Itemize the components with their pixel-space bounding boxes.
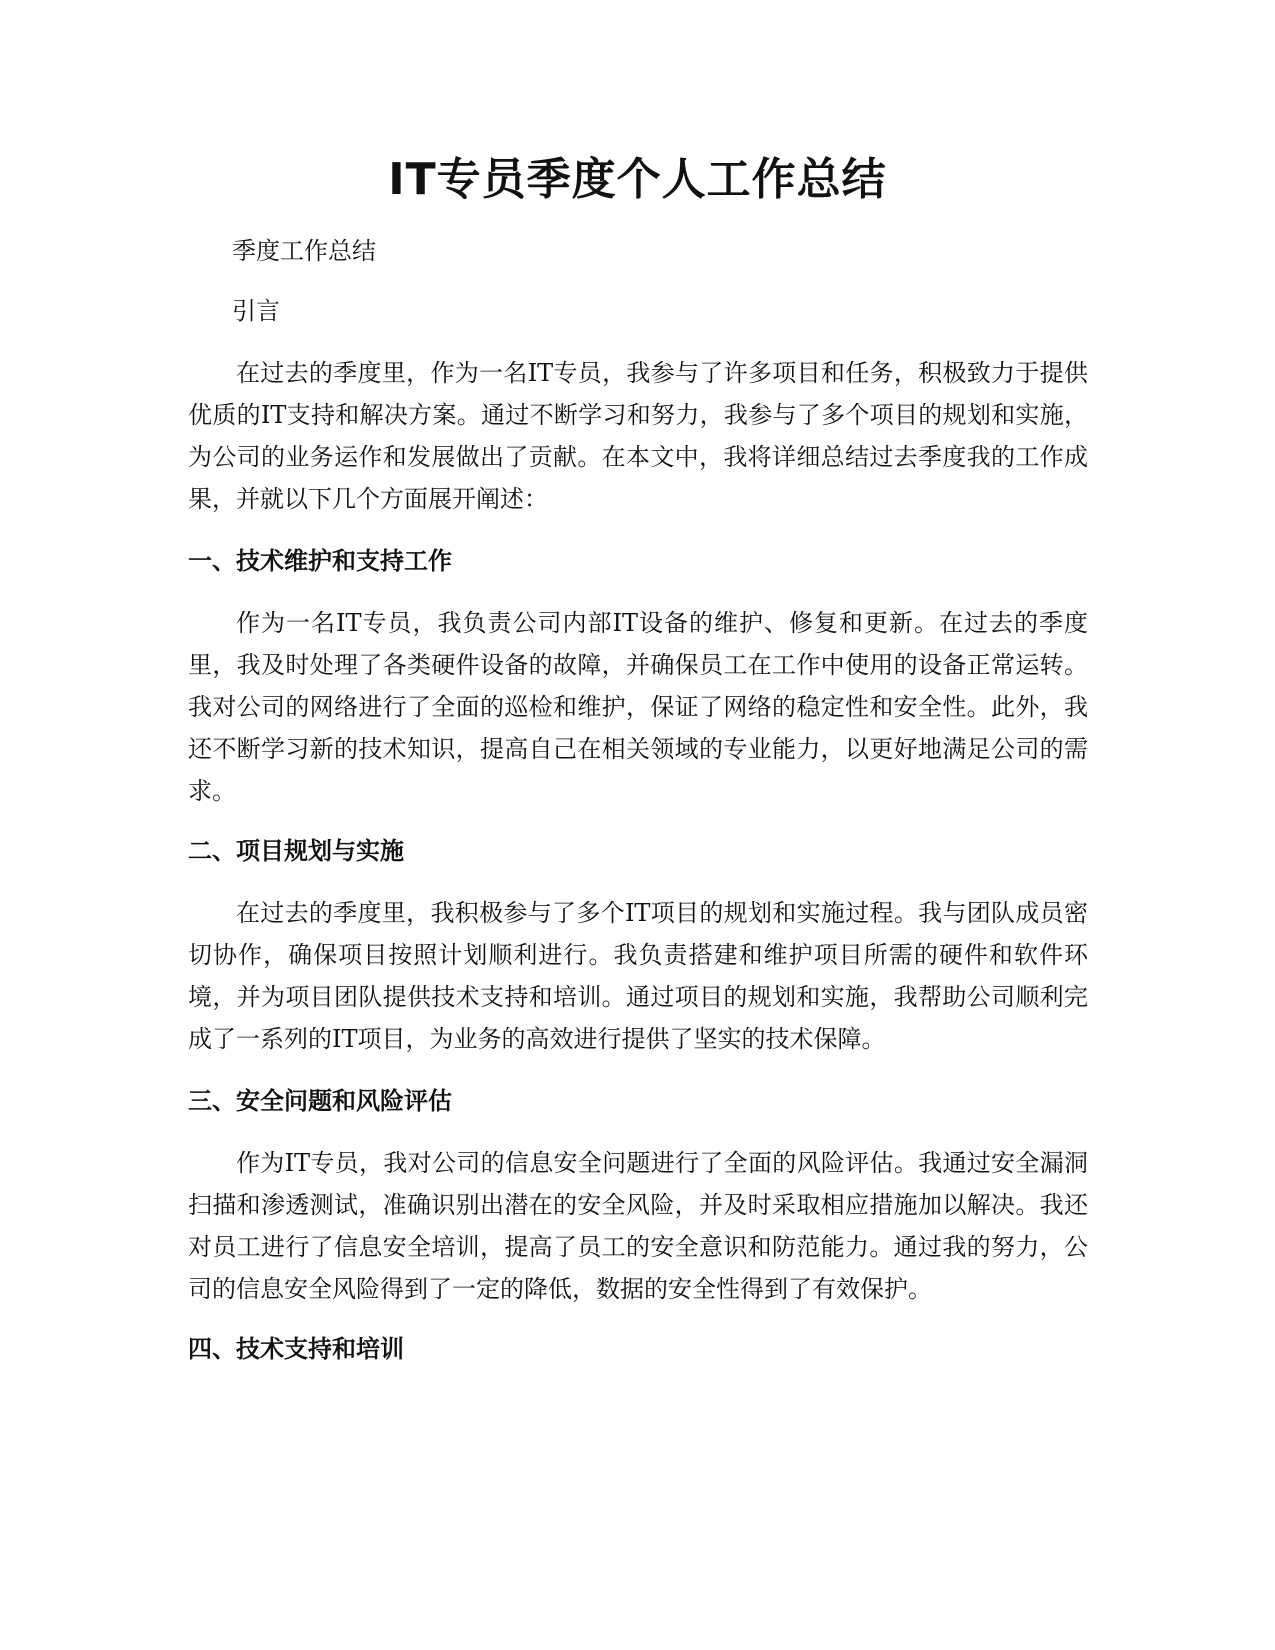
section-body: 在过去的季度里，我积极参与了多个IT项目的规划和实施过程。我与团队成员密切协作，确保项目按照计划顺利进行。我负责搭建和维护项目所需的硬件和软件环境，并为项目团队提供技术支持和培训。通过项目的规划和实施，我帮助公司顺利完成了一系列的IT项目，为业务的高效进行提供了坚实的技术保障。 — [188, 899, 1088, 1053]
document-subtitle: 季度工作总结 — [232, 237, 376, 265]
section-heading: 四、技术支持和培训 — [188, 1335, 404, 1363]
section-heading: 一、技术维护和支持工作 — [188, 547, 452, 575]
intro-paragraph: 在过去的季度里，作为一名IT专员，我参与了许多项目和任务，积极致力于提供优质的IT支持和解决方案。通过不断学习和努力，我参与了多个项目的规划和实施，为公司的业务运作和发展做出了贡献。在本文中，我将详细总结过去季度我的工作成果，并就以下几个方面展开阐述： — [188, 359, 1088, 513]
section-heading: 二、项目规划与实施 — [188, 837, 404, 865]
intro-label: 引言 — [232, 297, 280, 325]
section-body: 作为一名IT专员，我负责公司内部IT设备的维护、修复和更新。在过去的季度里，我及时处理了各类硬件设备的故障，并确保员工在工作中使用的设备正常运转。我对公司的网络进行了全面的巡检和维护，保证了网络的稳定性和安全性。此外，我还不断学习新的技术知识，提高自己在相关领域的专业能力，以更好地满足公司的需求。 — [188, 609, 1088, 805]
section-heading: 三、安全问题和风险评估 — [188, 1087, 452, 1115]
document-title: IT专员季度个人工作总结 — [388, 154, 887, 205]
section-body: 作为IT专员，我对公司的信息安全问题进行了全面的风险评估。我通过安全漏洞扫描和渗透测试，准确识别出潜在的安全风险，并及时采取相应措施加以解决。我还对员工进行了信息安全培训，提高了员工的安全意识和防范能力。通过我的努力，公司的信息安全风险得到了一定的降低，数据的安全性得到了有效保护。 — [188, 1149, 1088, 1303]
